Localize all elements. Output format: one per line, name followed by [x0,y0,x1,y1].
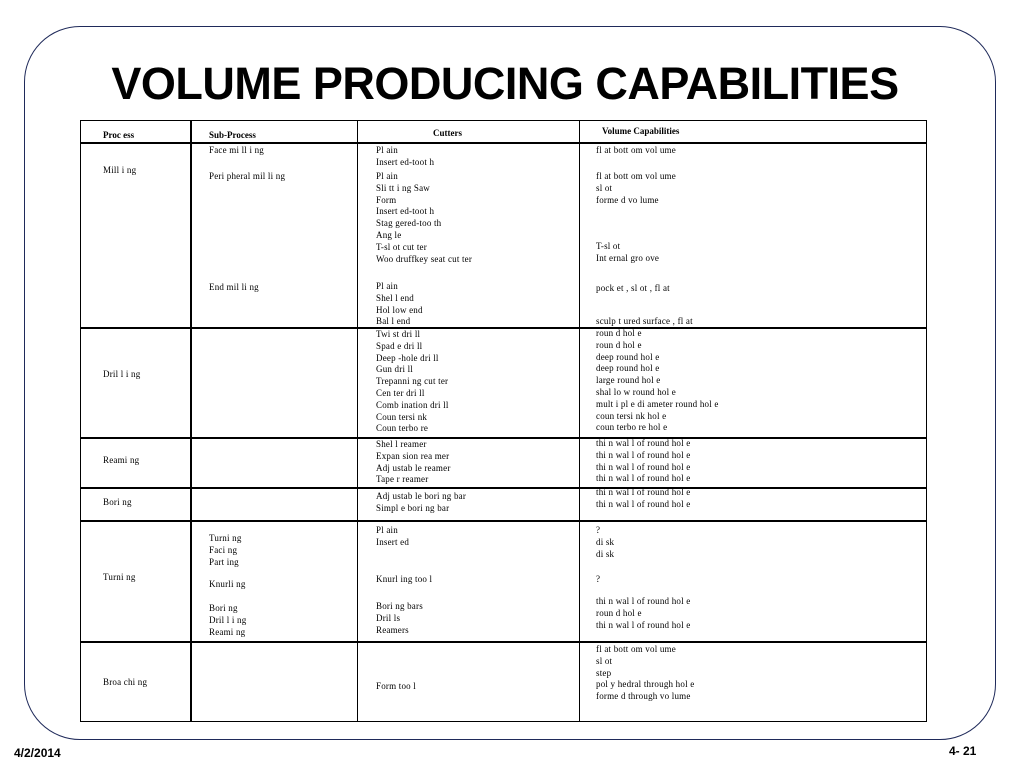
subprocess-item: Bori ng [209,603,238,613]
cutter-item: Expan sion rea mer [376,450,450,461]
cutter-item: Shel l end [376,292,414,303]
cutters-cell [376,525,409,549]
cutter-item: Comb ination dri ll [376,399,449,410]
cutter-item: Pl ain [376,281,398,291]
header-process: Proc ess [103,130,135,140]
cutter-item: Tape r reamer [376,474,429,485]
capability-item: thi n wal l of round hol e [596,619,691,630]
capability-item: large round hol e [596,375,661,386]
footer-page-number: 4- 21 [949,744,977,758]
header-cutters: Cutters [433,128,462,138]
capability-item: thi n wal l of round hol e [596,449,691,460]
subprocess-item: Faci ng [209,544,238,555]
cutters-cell [376,574,432,586]
cutters-cell [376,281,423,328]
cutters-cell [376,329,449,435]
process-milling: Mill i ng [103,165,137,175]
cutter-item: Bori ng bars [376,601,423,611]
capability-item: pock et , sl ot , fl at [596,283,670,293]
subprocess-cell [209,171,285,183]
capability-item: forme d vo lume [596,194,659,205]
capabilities-table [80,120,927,722]
capabilities-cell [596,596,690,631]
cutter-item: Pl ain [376,145,398,155]
row-divider [81,487,926,489]
capability-item: roun d hol e [596,607,642,618]
capabilities-cell [596,525,614,560]
cutter-item: Trepanni ng cut ter [376,376,449,387]
cutter-item: Insert ed-toot h [376,156,435,167]
capability-item: fl at bott om vol ume [596,171,676,181]
capabilities-cell [596,487,690,511]
subprocess-item: Face mi ll i ng [209,145,264,155]
subprocess-item: Peri pheral mil li ng [209,171,286,181]
cutter-item: Insert ed-toot h [376,206,435,217]
process-turning: Turni ng [103,572,136,582]
capabilities-cell [596,316,693,328]
cutter-item: Ang le [376,229,402,240]
capability-item: T-sl ot [596,241,621,251]
capability-item: Int ernal gro ove [596,252,660,263]
cutter-item: Deep -hole dri ll [376,352,439,363]
process-broaching: Broa chi ng [103,677,148,687]
process-boring: Bori ng [103,497,132,507]
capability-item: pol y hedral through hol e [596,679,695,690]
cutter-item: Coun tersi nk [376,411,428,422]
subprocess-item: Dril l i ng [209,614,247,625]
header-volume-capabilities: Volume Capabilities [602,126,680,136]
header-sub-process: Sub-Process [209,130,256,140]
capability-item: shal lo w round hol e [596,386,676,397]
capability-item: mult i pl e di ameter round hol e [596,398,719,409]
subprocess-cell [209,533,242,568]
cutter-item: Pl ain [376,171,398,181]
row-divider [81,641,926,643]
cutters-cell [376,601,423,636]
capabilities-cell [596,171,676,206]
column-divider [579,121,580,721]
capability-item: fl at bott om vol ume [596,644,676,654]
capability-item: fl at bott om vol ume [596,145,676,155]
cutters-cell [376,439,451,486]
capability-item: deep round hol e [596,363,660,374]
cutter-item: Hol low end [376,304,423,315]
capability-item: deep round hol e [596,351,660,362]
capabilities-cell [596,241,659,265]
cutter-item: Coun terbo re [376,423,429,434]
capability-item: step [596,667,612,678]
row-divider [81,437,926,439]
subprocess-item: Turni ng [209,533,242,543]
capability-item: thi n wal l of round hol e [596,438,691,448]
capability-item: coun tersi nk hol e [596,410,667,421]
capability-item: roun d hol e [596,339,642,350]
capability-item: ? [596,574,601,584]
capabilities-cell [596,574,600,586]
capability-item: thi n wal l of round hol e [596,498,691,509]
capability-item: forme d through vo lume [596,691,691,702]
cutter-item: Reamers [376,624,409,635]
capability-item: ? [596,525,601,535]
cutter-item: Insert ed [376,536,410,547]
cutter-item: Simpl e bori ng bar [376,502,450,513]
cutter-item: Sli tt i ng Saw [376,182,431,193]
slide-title: VOLUME PRODUCING CAPABILITIES [111,58,899,109]
capability-item: sculp t ured surface , fl at [596,316,693,326]
cutter-item: Form [376,194,397,205]
subprocess-cell [209,603,246,638]
capability-item: thi n wal l of round hol e [596,473,691,484]
capability-item: thi n wal l of round hol e [596,487,691,497]
footer-date: 4/2/2014 [14,746,61,760]
capabilities-cell [596,145,676,157]
cutters-cell [376,171,472,265]
capabilities-cell [596,644,694,703]
cutter-item: Knurl ing too l [376,574,433,584]
subprocess-cell [209,145,264,157]
capability-item: sl ot [596,655,613,666]
subprocess-item: Reami ng [209,626,246,637]
cutters-cell [376,491,466,515]
subprocess-cell [209,579,246,591]
cutter-item: Pl ain [376,525,398,535]
capabilities-cell [596,283,670,295]
cutter-item: Shel l reamer [376,439,427,449]
cutters-cell [376,145,434,169]
cutter-item: Woo druffkey seat cut ter [376,253,473,264]
subprocess-item: Part ing [209,556,239,567]
capability-item: thi n wal l of round hol e [596,596,691,606]
cutter-item: Form too l [376,681,417,691]
process-drilling: Dril l i ng [103,369,141,379]
capability-item: di sk [596,548,615,559]
row-divider [81,520,926,522]
capabilities-cell [596,328,719,434]
capability-item: di sk [596,536,615,547]
subprocess-item: Knurli ng [209,579,246,589]
cutter-item: Dril ls [376,612,401,623]
capability-item: coun terbo re hol e [596,422,668,433]
cutter-item: Spad e dri ll [376,340,423,351]
cutter-item: Adj ustab le bori ng bar [376,491,467,501]
capability-item: roun d hol e [596,328,642,338]
cutter-item: T-sl ot cut ter [376,241,427,252]
cutter-item: Twi st dri ll [376,329,421,339]
row-divider [81,142,926,144]
column-divider [357,121,358,721]
column-divider [190,121,192,721]
capabilities-cell [596,438,690,485]
subprocess-item: End mil li ng [209,282,259,292]
capability-item: thi n wal l of round hol e [596,461,691,472]
capability-item: sl ot [596,182,613,193]
process-reaming: Reami ng [103,455,140,465]
row-divider [81,327,926,329]
cutter-item: Cen ter dri ll [376,387,425,398]
subprocess-cell [209,282,259,294]
cutter-item: Adj ustab le reamer [376,462,451,473]
cutter-item: Stag gered-too th [376,218,442,229]
cutters-cell [376,681,416,693]
cutter-item: Bal l end [376,316,411,327]
cutter-item: Gun dri ll [376,364,413,375]
